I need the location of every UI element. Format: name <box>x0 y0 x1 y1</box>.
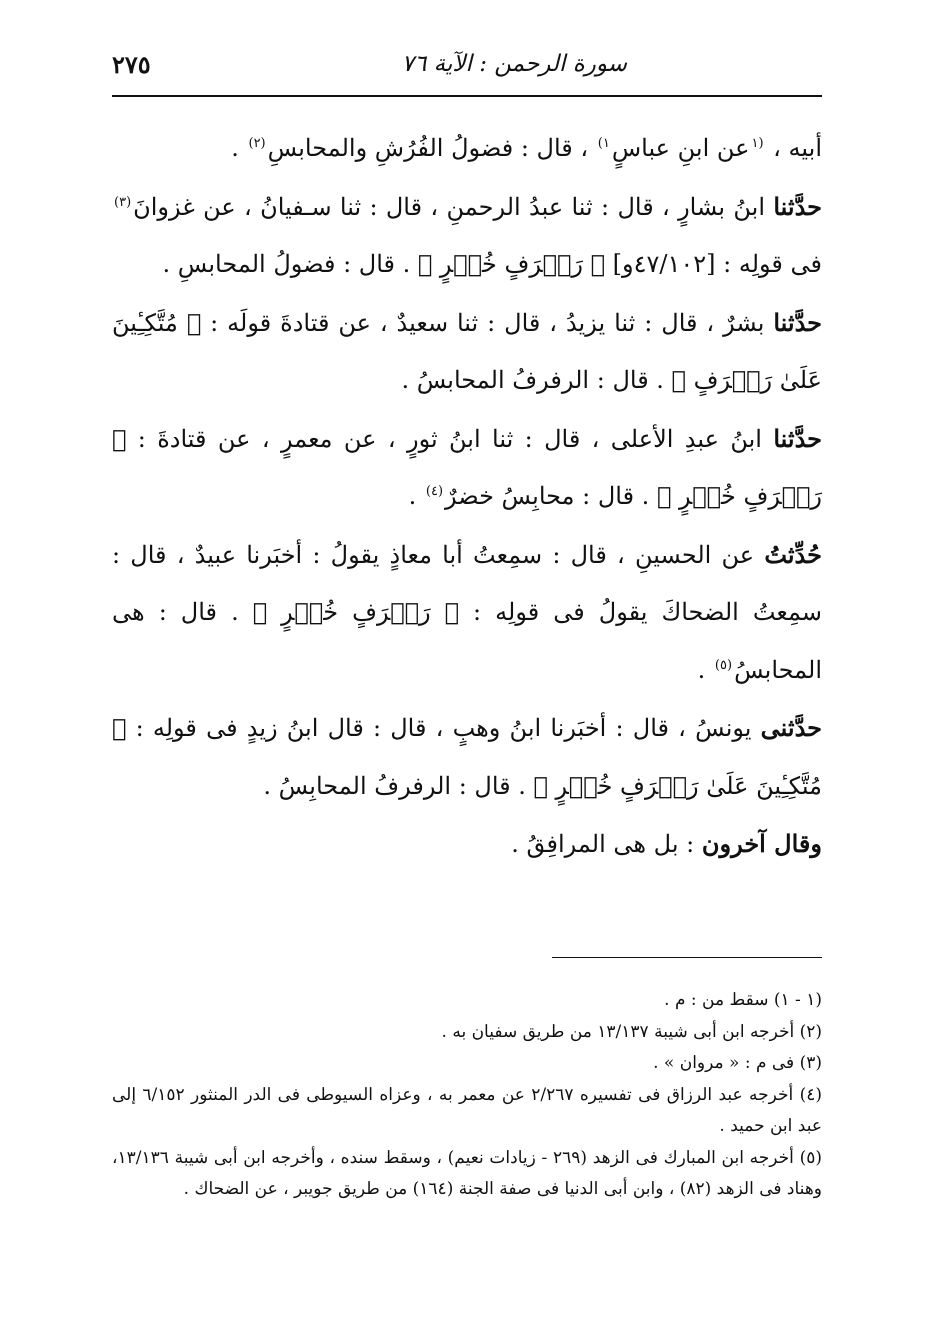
footnote-item: (٥) أخرجه ابن المبارك فى الزهد (٢٦٩ - زيادات نعيم) ، وسقط سنده ، وأخرجه ابن أبى شيبة ١٣/١٣٦، وهناد فى الزهد (٨٢) ، وابن أبى الدنيا فى صفة الجنة (١٦٤) من طريق جويبر ، عن الضحاك . <box>112 1147 823 1199</box>
paragraph-lead: حدَّثنا <box>773 423 822 453</box>
paragraph-4 <box>112 410 822 526</box>
footnote-rule <box>552 957 822 958</box>
paragraph-3 <box>112 294 822 410</box>
footnote-marker-close: ١) <box>597 136 610 151</box>
footnote-item: (١ - ١) سقط من : م . <box>664 990 822 1010</box>
footnote-item: (٣) فى م : « مروان » . <box>653 1053 822 1073</box>
footnote-marker: (٥) <box>714 657 733 673</box>
footnote-item: (٤) أخرجه عبد الرزاق فى تفسيره ٢/٢٦٧ عن معمر به ، وعزاه السيوطى فى الدر المنثور ٦/١٥٢ إلى عبد ابن حميد . <box>112 1084 822 1136</box>
paragraph-lead: حدَّثنى <box>760 713 822 742</box>
footnote-marker-open: (١ <box>751 136 764 151</box>
paragraph-text: عن الحسينِ ، قال : سمِعتُ أبا معاذٍ يقولُ : أخبَرنا عبيدٌ ، قال : سمِعتُ الضحاكَ يقولُ فى قولِه : ﴿ رَفۡرَفٍ خُضۡرٍ ﴾ . قال : هى المحابسُ <box>112 540 822 684</box>
paragraph-text: ، قال : فضولُ الفُرُشِ والمحابسِ <box>267 134 596 162</box>
paragraph-text: . <box>231 134 247 162</box>
footnote-marker: (٢) <box>248 136 266 151</box>
paragraph-6 <box>112 699 822 815</box>
paragraph-text: عن ابنِ عباسٍ <box>611 134 750 162</box>
footnote-marker: (٣) <box>114 194 132 210</box>
header-rule <box>112 95 822 97</box>
paragraph-text: بشرٌ ، قال : ثنا يزيدُ ، قال : ثنا سعيدٌ ، عن قتادةَ قولَه : ﴿ مُتَّكِـِٔينَ عَلَىٰ رَفۡرَفٍ ﴾ . قال : الرفرفُ المحابسُ . <box>112 308 822 394</box>
paragraph-lead: حُدِّثتُ <box>764 539 822 569</box>
paragraph-lead: وقال آخرون <box>701 829 822 858</box>
footnotes <box>112 985 822 1206</box>
paragraph-text: : بل هى المرافِقُ . <box>511 830 702 858</box>
paragraph-text: . <box>697 655 713 684</box>
paragraph-lead: حدَّثنا <box>773 307 822 337</box>
footnote-marker: (٤) <box>425 484 444 499</box>
page-header <box>112 40 822 88</box>
paragraph-5 <box>112 526 822 700</box>
paragraph-text: فى قولِه : [٤٧/١٠٢و] ﴿ رَفۡرَفٍ خُضۡرٍ ﴾ . قال : فضولُ المحابسِ . <box>162 250 822 278</box>
page-number: ٢٧٥ <box>112 49 151 79</box>
paragraph-7 <box>112 815 822 874</box>
paragraph-text: أبيه ، <box>765 134 822 162</box>
main-text <box>112 120 822 874</box>
paragraph-text: ابنُ بشارٍ ، قال : ثنا عبدُ الرحمنِ ، قال : ثنا سـفيانُ ، عن غزوانَ <box>133 192 774 221</box>
paragraph-text: يونسُ ، قال : أخبَرنا ابنُ وهبٍ ، قال : قال ابنُ زيدٍ فى قولِه : ﴿ مُتَّكِـِٔينَ عَلَىٰ رَفۡرَفٍ خُضۡرٍ ﴾ . قال : الرفرفُ المحابِسُ . <box>112 714 822 800</box>
paragraph-text: ابنُ عبدِ الأعلى ، قال : ثنا ابنُ ثورٍ ، عن معمرٍ ، عن قتادةَ : ﴿ رَفۡرَفٍ خُضۡرٍ ﴾ . قال : محابِسُ خضرٌ <box>112 424 822 510</box>
paragraph-1 <box>112 120 822 178</box>
footnote-item: (٢) أخرجه ابن أبى شيبة ١٣/١٣٧ من طريق سفيان به . <box>441 1021 822 1042</box>
running-title: سورة الرحمن : الآية ٧٦ <box>401 51 627 77</box>
paragraph-2 <box>112 178 822 294</box>
paragraph-text: . <box>408 482 424 510</box>
paragraph-lead: حدَّثنا <box>773 191 822 221</box>
